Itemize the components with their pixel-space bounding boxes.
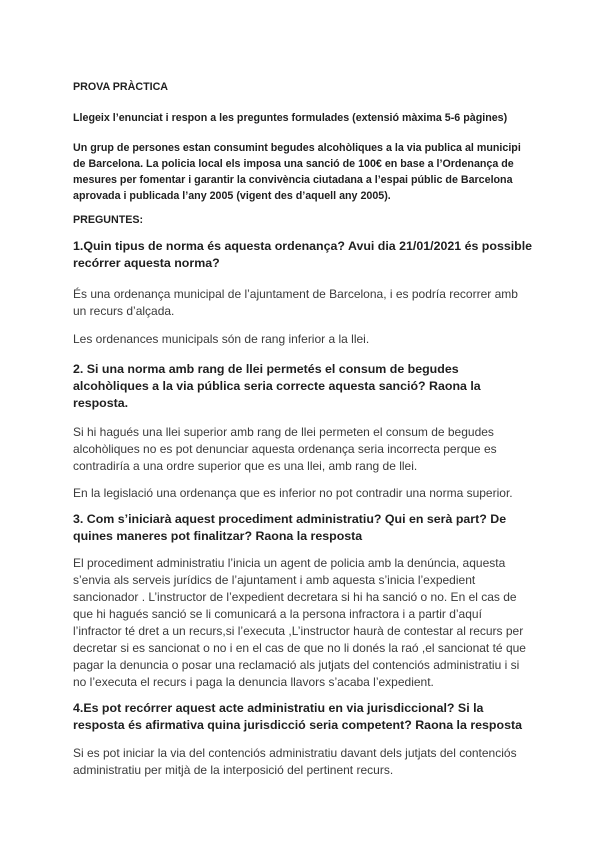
question-block-1 — [73, 238, 533, 348]
instructions-text: Llegeix l’enunciat i respon a les preguntes formulades (extensió màxima 5-6 pàgines) — [73, 112, 508, 124]
answer-3-paragraph-1: El procediment administratiu l’inicia un agent de policia amb la denúncia, aquesta s’envia als serveis jurídics de l’ajuntament i amb aquesta s’inicia l’expedient sancionador . L’instructor de l’expedient decretara si hi ha sanció o no. En el cas de que hi hagués sanció se li comunicará a la persona infractora i a partir d’aquí l’infractor té dret a un recurs,si l’executa ,L’instructor haurà de contestar al recurs per decretar si es sancionat o no i en el cas de que no li donés la raó ,el sancionat té que pagar la denuncia o posar una reclamació als jutjats del contenciós administratiu i si no l’executa el recurs i paga la denuncia llavors s’acaba l’expedient. — [73, 556, 526, 689]
answer-4-paragraph-1: Si es pot iniciar la via del contenciós administratiu davant dels jutjats del contenciós administratiu per mitjà de la interposició del pertinent recurs. — [73, 746, 517, 777]
question-4: 4.Es pot recórrer aquest acte administratiu en via jurisdiccional? Si la resposta és afirmativa quina jurisdicció seria competent? Raona la resposta — [73, 701, 522, 732]
question-1: 1.Quin tipus de norma és aquesta ordenança? Avui dia 21/01/2021 és possible recórrer aquesta norma? — [73, 239, 533, 270]
answer-1-paragraph-2: Les ordenances municipals són de rang inferior a la llei. — [73, 332, 370, 346]
question-block-4 — [73, 700, 533, 779]
document-title: PROVA PRÀCTICA — [73, 81, 169, 93]
statement-text: Un grup de persones estan consumint begudes alcohòliques a la via publica al municipi de Barcelona. La policia local els imposa una sanció de 100€ en base a l’Ordenança de mesures per fomentar i garantir la convivència ciutadana a l’espai públic de Barcelona aprovada i publicada l’any 2005 (vigent des d’aquell any 2005). — [73, 142, 521, 202]
document-page — [73, 79, 533, 779]
questions-heading: PREGUNTES: — [73, 214, 144, 226]
question-2: 2. Si una norma amb rang de llei permetés el consum de begudes alcohòliques a la via pública seria correcte aquesta sanció? Raona la resposta. — [73, 362, 481, 410]
answer-2-paragraph-1: Si hi hagués una llei superior amb rang de llei permeten el consum de begudes alcohòliques no es pot denunciar aquesta ordenança seria incorrecta perque es contradiría a una ordre superior que es una llei, amb rang de llei. — [73, 425, 497, 473]
answer-1-paragraph-1: És una ordenança municipal de l’ajuntament de Barcelona, i es podría recorrer amb un recurs d’alçada. — [73, 287, 518, 318]
question-block-2 — [73, 361, 533, 502]
question-block-3 — [73, 511, 533, 691]
answer-2-paragraph-2: En la legislació una ordenança que es inferior no pot contradir una norma superior. — [73, 486, 513, 500]
question-3: 3. Com s’iniciarà aquest procediment administratiu? Qui en serà part? De quines maneres pot finalitzar? Raona la resposta — [73, 512, 507, 543]
